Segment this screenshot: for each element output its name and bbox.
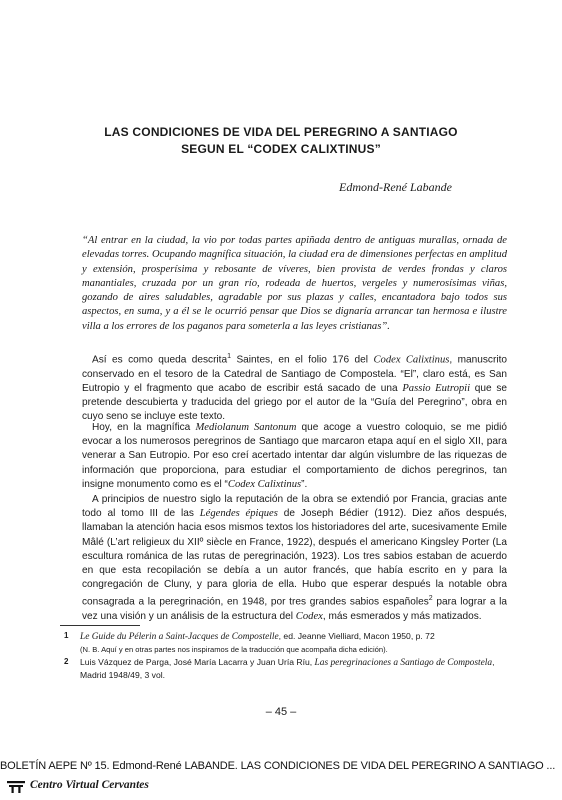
cervantes-logo-icon [6, 780, 26, 794]
paragraph-3: A principios de nuestro siglo la reputación de la obra se extendió por Francia, gracias ante todo al tomo III de las Légendes épiques de Joseph Bédier (1912). Diez años después, llamaban la atención hacia esos mismos textos los historiadores del arte, sucesivamente Emile Mâlé (L’art religieux du XIIº siècle en France, 1922), después el americano Kingsley Porter (La escultura románica de las rutas de peregrinación, 1923). Los tres sabios estaban de acuerdo en que esta recopilación se debía a un autor francés, que había escrito en y para la congregación de Cluny, y para gloria de ella. Hubo que esperar después la notable obra consagrada a la peregrinación, en 1948, por tres grandes sabios españoles$^2$ para lograr a la vez una visión y un análisis de la estructura del Codex, más esmerados y más matizados. [82, 494, 507, 622]
footnote-number: 2 [64, 657, 69, 666]
page-number: – 45 – [265, 706, 297, 718]
footnote-separator [60, 625, 140, 626]
opening-quote: “Al entrar en la ciudad, la vio por todas partes apiñada dentro de antiguas murallas, ornada de elevadas torres. Ocupando magnífica situación, la ciudad era de dimensiones perfectas en amplitud y extensión, prosperísima y rebosante de víveres, bien provista de verdes frondas y claros manantiales, cruzada por un gran río, rodeada de huertos, vergeles y numerosísimas viñas, gozando de aires saludables, agradable por sus plazas y calles, encantadora bajo todos sus aspectos, en suma, y a él se le ocurrió pensar que Dios se dignaría arrancar tan hermosa e ilustre villa a los errores de los paganos para someterla a las leyes cristianas”. [82, 235, 507, 332]
centro-virtual-cervantes-brand: Centro Virtual Cervantes [30, 779, 149, 791]
footnote-number: 1 [64, 631, 69, 640]
paragraph-2: Hoy, en la magnífica Mediolanum Santonum que acoge a vuestro coloquio, se me pidió evocar a los numerosos peregrinos de Santiago que marcaron etapa aquí en el siglo XII, para venerar a San Eutropio. Por eso creí acertado intentar dar algún vislumbre de las riquezas de información que proporciona, para estudiar el comportamiento de dichos peregrinos, tan insigne monumento como es el “Codex Calixtinus”. [82, 422, 507, 490]
paragraph-1: Así es como queda descrita$^1$ Saintes, en el folio 176 del Codex Calixtinus, manuscrito conservado en el tesoro de la Catedral de Santiago de Compostela. “El”, claro está, es San Eutropio y el fragmento que acabo de escribir está sacado de una Passio Eutropii que se pretende descubierta y traducida del griego por el autor de la “Guía del Peregrino”, obra en cuyo seno se incluye este texto. [82, 353, 507, 423]
title-line-2: SEGUN EL “CODEX CALIXTINUS” [181, 142, 381, 156]
author-name: Edmond-René Labande [339, 180, 452, 194]
title-line-1: LAS CONDICIONES DE VIDA DEL PEREGRINO A SANTIAGO [104, 125, 458, 139]
citation-footer: BOLETÍN AEPE Nº 15. Edmond-René LABANDE. LAS CONDICIONES DE VIDA DEL PEREGRINO A SANTIAGO ... [0, 760, 556, 772]
footnote-2: 2 Luis Vázquez de Parga, José María Lacarra y Juan Uría Ríu, Las peregrinaciones a Santiago de Compostela, Madrid 1948/49, 3 vol. [64, 657, 495, 680]
footnote-1: 1 Le Guide du Pélerin a Saint-Jacques de Compostelle, ed. Jeanne Vielliard, Macon 1950, p. 72 (N. B. Aquí y en otras partes nos inspiramos de la traducción que acompaña dicha edición). [64, 631, 435, 654]
article-title [60, 124, 502, 158]
